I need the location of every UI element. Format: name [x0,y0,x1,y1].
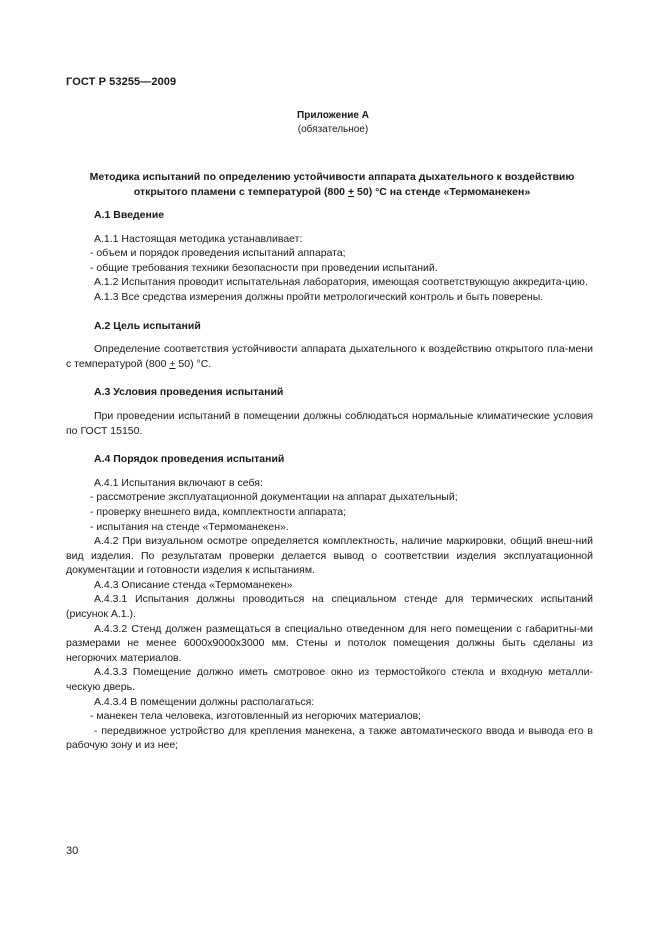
paragraph-text-part: Определение соответствия устойчивости аппарата дыхательного к воздействию открытого пла-мени с температурой (800 [66,343,593,370]
page-number: 30 [66,845,79,857]
list-item: - проверку внешнего вида, комплектности аппарата; [90,505,347,518]
methodology-title [66,170,598,200]
section-title-procedure: А.4 Порядок проведения испытаний [94,453,285,466]
methodology-title-line2 [66,185,598,200]
paragraph: При проведении испытаний в помещении должны соблюдаться нормальные климатические условия по ГОСТ 15150. [66,409,593,437]
title-text-part: открытого пламени с температурой (800 [133,186,348,198]
plus-minus-sign: + [169,357,176,370]
paragraph: А.4.3 Описание стенда «Термоманекен» [94,578,293,591]
paragraph-text-part: 50) °С. [175,357,212,370]
paragraph: А.1.3 Все средства измерения должны пройти метрологический контроль и быть поверены. [94,290,544,303]
paragraph: А.4.1 Испытания включают в себя: [94,476,263,489]
section-title-conditions: А.3 Условия проведения испытаний [94,386,284,399]
paragraph: А.4.3.3 Помещение должно иметь смотровое окно из термостойкого стекла и входную металли-ческую дверь. [66,666,593,694]
appendix-heading [250,109,416,137]
title-text-part: 50) °С на стенде «Термоманекен» [354,186,531,198]
list-item: - манекен тела человека, изготовленный из негорючих материалов; [90,710,422,723]
section-title-goal: А.2 Цель испытаний [94,319,201,332]
document-code-header: ГОСТ Р 53255—2009 [66,76,177,88]
list-item: - рассмотрение эксплуатационной документации на аппарат дыхательный; [90,491,458,504]
paragraph: А.1.1 Настоящая методика устанавливает: [94,232,303,245]
list-item: - передвижное устройство для крепления манекена, а также автоматического ввода и вывода его в рабочую зону и из нее; [66,724,593,752]
paragraph: А.4.3.1 Испытания должны проводиться на специальном стенде для термических испытаний (рисунок А.1.). [66,593,593,621]
methodology-title-line1: Методика испытаний по определению устойчивости аппарата дыхательного к воздействию [89,171,575,183]
list-item: - испытания на стенде «Термоманекен». [90,520,289,533]
appendix-subtitle: (обязательное) [297,124,369,135]
paragraph: А.4.3.4 В помещении должны располагаться: [94,695,315,708]
paragraph: А.1.2 Испытания проводит испытательная лаборатория, имеющая соответствующую аккредита-цию. [94,276,588,289]
plus-minus-sign: + [347,186,355,198]
list-item: - объем и порядок проведения испытаний аппарата; [90,247,346,260]
document-body [66,208,593,753]
list-item: - общие требования техники безопасности при проведении испытаний. [90,261,438,274]
appendix-title: Приложение А [297,110,369,121]
paragraph: А.4.3.2 Стенд должен размещаться в специально отведенном для него помещении с габаритны-ми размерами не менее 6000х9000х3000 мм. Стены и потолок помещения должны быть сделаны из негорючих материалов. [66,622,593,664]
section-title-intro: А.1 Введение [94,209,165,221]
paragraph [66,342,593,371]
paragraph: А.4.2 При визуальном осмотре определяется комплектность, наличие маркировки, общий внеш-ний вид изделия. По результатам проверки делается вывод о соответствии изделия эксплуатационной документации и готовности изделия к испытаниям. [66,535,593,577]
